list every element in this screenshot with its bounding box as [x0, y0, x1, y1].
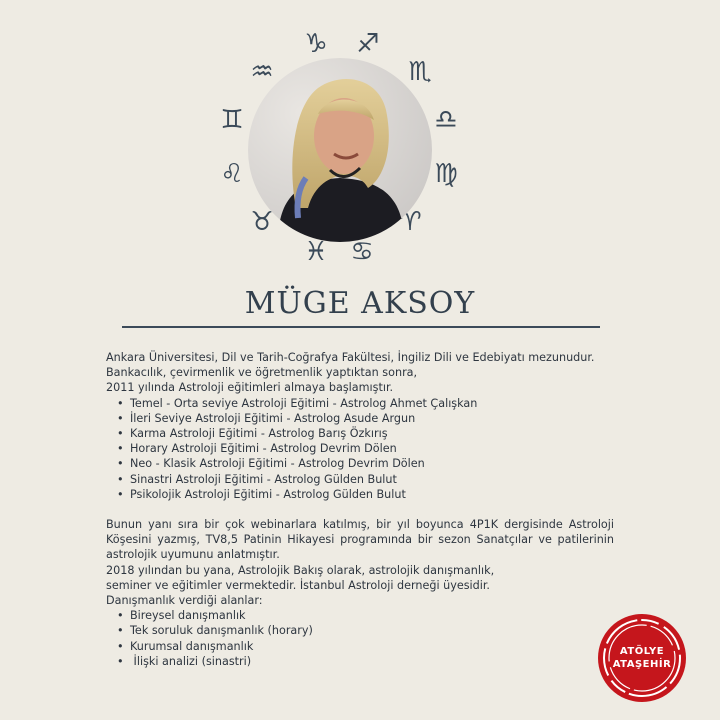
aquarius-icon: ♒ — [250, 57, 274, 87]
page-title: MÜGE AKSOY — [244, 286, 476, 321]
scorpio-icon: ♏ — [408, 57, 432, 87]
career-line: 2018 yılından bu yana, Astrolojik Bakış olarak, astrolojik danışmanlık, — [106, 563, 495, 577]
sagittarius-icon: ♐ — [356, 29, 380, 59]
pisces-icon: ♓ — [304, 237, 328, 267]
list-item: • Bireysel danışmanlık — [130, 608, 614, 623]
intro-line: Ankara Üniversitesi, Dil ve Tarih-Coğrafya Fakültesi, İngiliz Dili ve Edebiyatı mezunudur. — [106, 351, 595, 364]
cancer-icon: ♋ — [350, 237, 374, 267]
list-item: • Tek soruluk danışmanlık (horary) — [130, 623, 614, 638]
list-item: • Sinastri Astroloji Eğitimi - Astrolog Gülden Bulut — [130, 472, 614, 487]
training-list — [106, 396, 614, 502]
career-paragraph: Bunun yanı sıra bir çok webinarlara katılmış, bir yıl boyunca 4P1K dergisinde Astroloji Köşesini yazmış, TV8,5 Patinin Hikayesi programında bir sezon Sanatçılar ve patilerinin astrolojik uyumunu anlatmıştır. — [106, 518, 614, 562]
biography — [106, 350, 614, 669]
list-item: • İlişki analizi (sinastri) — [130, 654, 614, 669]
list-item: • Psikolojik Astroloji Eğitimi - Astrolog Gülden Bulut — [130, 487, 614, 502]
logo-text-line2: ATAŞEHİR — [612, 659, 672, 670]
virgo-icon: ♍ — [434, 159, 458, 189]
intro-line: 2011 yılında Astroloji eğitimleri almaya başlamıştır. — [106, 381, 394, 395]
services-list — [106, 608, 614, 669]
leo-icon: ♌ — [220, 159, 244, 189]
portrait-photo — [248, 58, 432, 242]
list-item: • Temel - Orta seviye Astroloji Eğitimi - Astrolog Ahmet Çalışkan — [130, 396, 614, 411]
intro-line: Bankacılık, çevirmenlik ve öğretmenlik yaptıktan sonra, — [106, 366, 418, 380]
taurus-icon: ♉ — [250, 207, 274, 237]
atolye-logo — [596, 612, 688, 704]
career-line: seminer ve eğitimler vermektedir. İstanbul Astroloji derneği üyesidir. — [106, 578, 490, 592]
list-item: • İleri Seviye Astroloji Eğitimi - Astrolog Asude Argun — [130, 411, 614, 426]
libra-icon: ♎ — [434, 105, 458, 135]
services-title: Danışmanlık verdiği alanlar: — [106, 594, 263, 608]
list-item: • Karma Astroloji Eğitimi - Astrolog Barış Özkırış — [130, 426, 614, 441]
capricorn-icon: ♑ — [304, 29, 328, 59]
logo-text-line1: ATÖLYE — [619, 646, 665, 657]
list-item: • Horary Astroloji Eğitimi - Astrolog Devrim Dölen — [130, 441, 614, 456]
list-item: • Kurumsal danışmanlık — [130, 639, 614, 654]
list-item: • Neo - Klasik Astroloji Eğitimi - Astrolog Devrim Dölen — [130, 456, 614, 471]
aries-icon: ♈ — [398, 207, 422, 237]
gemini-icon: ♊ — [220, 105, 244, 135]
title-divider — [122, 326, 600, 328]
